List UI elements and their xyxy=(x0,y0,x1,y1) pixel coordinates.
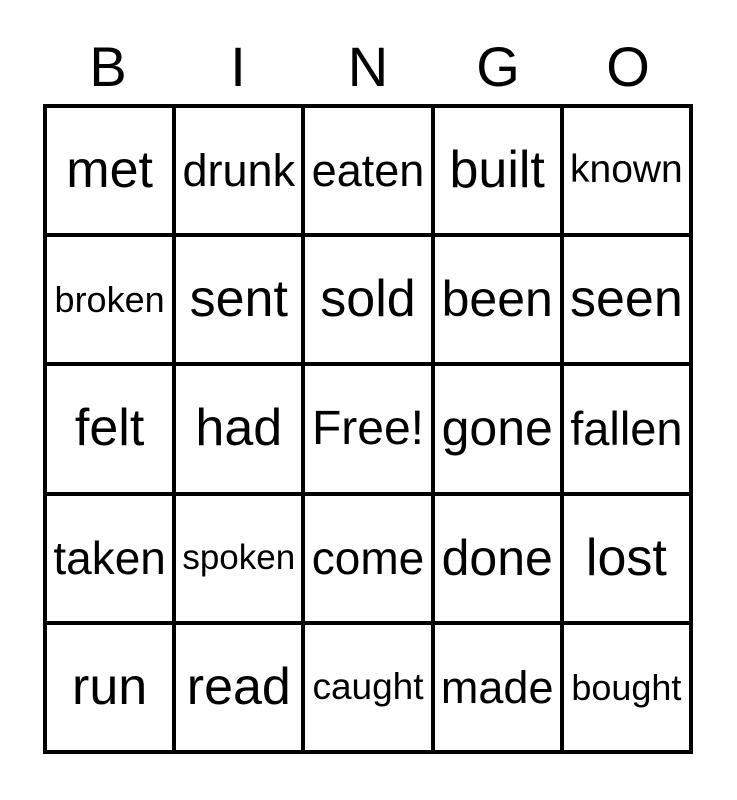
cell-word: read xyxy=(186,657,291,716)
cell-word: seen xyxy=(570,270,683,329)
free-cell-word: Free! xyxy=(311,401,424,455)
cell-word: run xyxy=(72,657,148,716)
bingo-cell[interactable] xyxy=(174,364,303,493)
bingo-cell[interactable] xyxy=(433,494,562,623)
bingo-letter-o: O xyxy=(606,35,650,98)
bingo-letter-i: I xyxy=(230,35,246,98)
bingo-letter-b: B xyxy=(89,35,127,98)
bingo-cell[interactable] xyxy=(174,623,303,752)
cell-word: made xyxy=(440,661,554,713)
bingo-header xyxy=(43,36,693,98)
bingo-cell[interactable] xyxy=(303,494,432,623)
cell-word: drunk xyxy=(182,144,296,196)
bingo-cell[interactable] xyxy=(562,623,691,752)
bingo-grid xyxy=(43,104,693,754)
bingo-cell[interactable] xyxy=(433,623,562,752)
bingo-cell[interactable] xyxy=(45,494,174,623)
bingo-cell[interactable] xyxy=(45,235,174,364)
bingo-cell[interactable] xyxy=(562,235,691,364)
bingo-cell-free[interactable] xyxy=(303,364,432,493)
cell-word: felt xyxy=(74,399,145,458)
bingo-cell[interactable] xyxy=(45,106,174,235)
cell-word: done xyxy=(441,529,553,586)
cell-word: sent xyxy=(189,270,288,329)
bingo-cell[interactable] xyxy=(174,235,303,364)
cell-word: met xyxy=(66,141,153,199)
cell-word: come xyxy=(311,531,425,584)
cell-word: spoken xyxy=(182,537,296,577)
bingo-cell[interactable] xyxy=(45,364,174,493)
cell-word: gone xyxy=(441,400,553,457)
cell-word: fallen xyxy=(570,402,683,456)
bingo-letter-n: N xyxy=(347,35,389,98)
cell-word: caught xyxy=(312,666,424,708)
bingo-cell[interactable] xyxy=(45,623,174,752)
bingo-cell[interactable] xyxy=(433,364,562,493)
bingo-cell[interactable] xyxy=(562,106,691,235)
bingo-cell[interactable] xyxy=(303,623,432,752)
bingo-cell[interactable] xyxy=(562,494,691,623)
bingo-cell[interactable] xyxy=(303,235,432,364)
cell-word: sold xyxy=(320,270,416,329)
cell-word: lost xyxy=(585,528,667,587)
bingo-cell[interactable] xyxy=(433,235,562,364)
cell-word: been xyxy=(441,271,553,328)
bingo-cell[interactable] xyxy=(433,106,562,235)
bingo-cell[interactable] xyxy=(174,494,303,623)
bingo-cell[interactable] xyxy=(174,106,303,235)
cell-word: broken xyxy=(54,278,165,320)
bingo-letter-g: G xyxy=(476,35,520,98)
bingo-cell[interactable] xyxy=(303,106,432,235)
cell-word: had xyxy=(195,399,283,458)
cell-word: known xyxy=(570,148,683,192)
cell-word: bought xyxy=(571,666,682,708)
cell-word: eaten xyxy=(311,144,425,196)
bingo-cell[interactable] xyxy=(562,364,691,493)
cell-word: taken xyxy=(53,531,166,584)
cell-word: built xyxy=(449,141,545,199)
